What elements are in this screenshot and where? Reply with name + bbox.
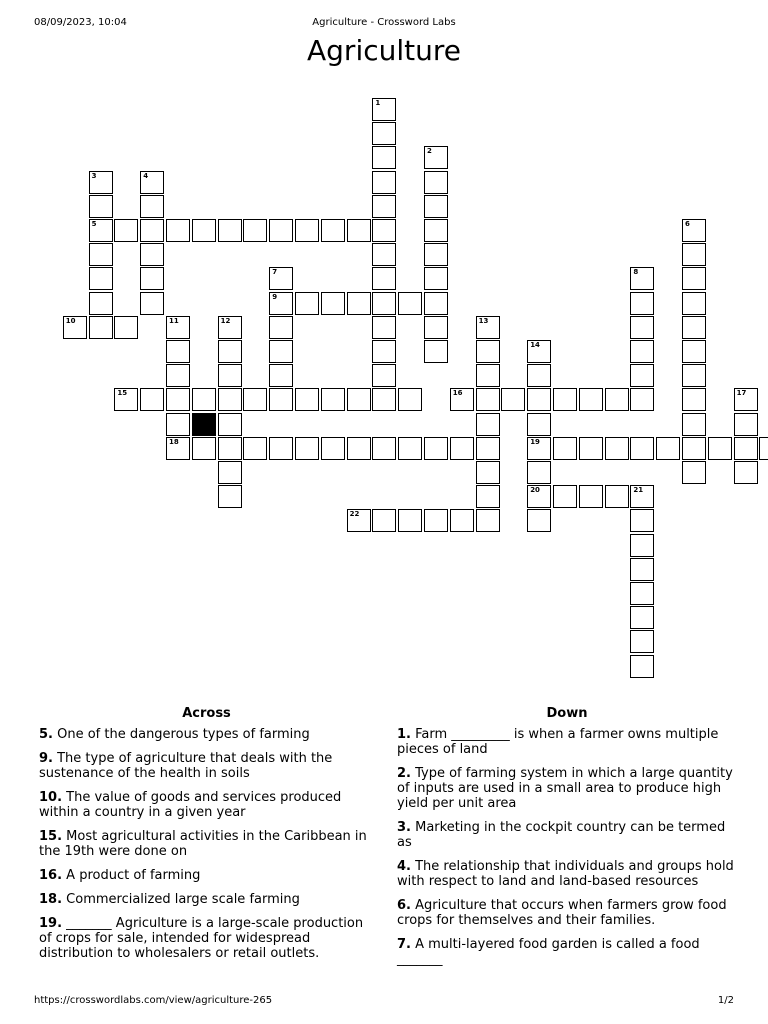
clue-item-number: 1. [397, 727, 411, 742]
grid-cell[interactable] [166, 219, 190, 242]
grid-cell[interactable] [708, 437, 732, 460]
down-heading: Down [546, 706, 588, 721]
grid-cell[interactable] [218, 437, 242, 460]
clue-item-text: The value of goods and services produced within a country in a given year [39, 790, 342, 820]
grid-cell[interactable] [372, 340, 396, 363]
grid-cell[interactable] [243, 437, 267, 460]
clue-item [397, 766, 737, 811]
grid-cell[interactable] [579, 437, 603, 460]
grid-cell[interactable] [295, 388, 319, 411]
grid-cell[interactable] [372, 316, 396, 339]
grid-cell[interactable] [398, 509, 422, 532]
grid-cell[interactable] [476, 509, 500, 532]
grid-cell[interactable] [476, 316, 500, 339]
grid-cell[interactable] [372, 267, 396, 290]
clue-item-text: The type of agriculture that deals with the sustenance of the health in soils [39, 751, 333, 781]
grid-cell[interactable] [218, 461, 242, 484]
clue-item-number: 2. [397, 766, 411, 781]
across-clues [39, 706, 374, 970]
grid-cell[interactable] [166, 388, 190, 411]
clue-item [39, 916, 374, 961]
grid-cell[interactable] [218, 340, 242, 363]
grid-cell[interactable] [89, 292, 113, 315]
grid-cell[interactable] [424, 292, 448, 315]
clue-item-number: 16. [39, 868, 63, 883]
grid-cell[interactable] [682, 413, 706, 436]
grid-cell[interactable] [398, 437, 422, 460]
grid-cell[interactable] [682, 461, 706, 484]
page-title: Agriculture [307, 34, 461, 67]
grid-cell[interactable] [166, 437, 190, 460]
grid-cell[interactable] [89, 267, 113, 290]
clue-number: 7 [272, 268, 278, 277]
clue-item [397, 937, 737, 967]
grid-cell[interactable] [682, 340, 706, 363]
grid-cell[interactable] [527, 485, 551, 508]
grid-cell[interactable] [140, 195, 164, 218]
grid-cell[interactable] [605, 437, 629, 460]
grid-cell[interactable] [269, 388, 293, 411]
grid-cell[interactable] [734, 437, 758, 460]
grid-cell[interactable] [682, 316, 706, 339]
grid-cell[interactable] [192, 219, 216, 242]
print-url: https://crosswordlabs.com/view/agriculture-265 [34, 995, 273, 1006]
grid-cell[interactable] [218, 364, 242, 387]
clue-number: 5 [91, 220, 97, 228]
grid-cell[interactable] [424, 146, 448, 169]
clue-item-text: The relationship that individuals and groups hold with respect to land and land-based resources [397, 859, 734, 889]
grid-cell[interactable] [630, 388, 654, 411]
clue-number: 9 [272, 292, 278, 301]
grid-cell[interactable] [424, 171, 448, 194]
clue-number: 18 [169, 437, 179, 446]
grid-cell[interactable] [450, 388, 474, 411]
grid-cell[interactable] [527, 461, 551, 484]
clue-item-number: 15. [39, 829, 63, 844]
clue-number: 15 [117, 389, 128, 398]
grid-cell[interactable] [682, 364, 706, 387]
print-page-number: 1/2 [717, 995, 734, 1006]
grid-cell[interactable] [553, 437, 577, 460]
grid-cell[interactable] [476, 388, 500, 411]
grid-cell[interactable] [347, 219, 371, 242]
grid-cell[interactable] [476, 413, 500, 436]
clue-number: 6 [685, 220, 690, 228]
clue-item-text: Marketing in the cockpit country can be termed as [397, 820, 726, 850]
grid-cell[interactable] [527, 437, 551, 460]
clue-item-text: _______ Agriculture is a large-scale production of crops for sale, intended for widespread distribution to wholesalers or retail outlets. [39, 916, 364, 961]
clue-number: 11 [169, 316, 179, 325]
clue-number: 17 [736, 389, 747, 398]
grid-cell[interactable] [605, 388, 629, 411]
grid-cell[interactable] [501, 388, 525, 411]
grid-cell[interactable] [218, 413, 242, 436]
across-clue-list [39, 727, 374, 961]
grid-cell[interactable] [243, 388, 267, 411]
grid-cell[interactable] [372, 171, 396, 194]
grid-cell[interactable] [89, 171, 113, 194]
grid-cell[interactable] [218, 485, 242, 508]
grid-cell[interactable] [140, 219, 164, 242]
grid-cell[interactable] [372, 388, 396, 411]
grid-cell[interactable] [476, 364, 500, 387]
clue-item-text: Agriculture that occurs when farmers grow food crops for themselves and their families. [397, 898, 727, 928]
grid-cell[interactable] [140, 267, 164, 290]
clue-item-number: 19. [39, 916, 63, 931]
grid-cell[interactable] [269, 340, 293, 363]
down-clues [397, 706, 737, 976]
grid-cell[interactable] [630, 292, 654, 315]
grid-cell[interactable] [114, 316, 138, 339]
grid-cell[interactable] [321, 292, 345, 315]
grid-cell[interactable] [269, 316, 293, 339]
grid-cell[interactable] [372, 437, 396, 460]
grid-cell[interactable] [166, 413, 190, 436]
clue-number: 21 [633, 486, 644, 495]
clue-item [397, 727, 737, 757]
grid-cell[interactable] [527, 509, 551, 532]
clue-number: 1 [375, 99, 381, 107]
grid-cell[interactable] [630, 267, 654, 290]
grid-cell[interactable] [372, 98, 396, 121]
clue-item [397, 898, 737, 928]
grid-cell[interactable] [476, 485, 500, 508]
grid-cell[interactable] [63, 316, 87, 339]
grid-cell[interactable] [372, 219, 396, 242]
clue-item-text: Commercialized large scale farming [62, 892, 300, 907]
print-datetime: 08/09/2023, 10:04 [34, 17, 127, 28]
grid-cell[interactable] [243, 219, 267, 242]
grid-cell[interactable] [759, 437, 768, 460]
clue-item [39, 868, 374, 883]
grid-cell[interactable] [630, 582, 654, 605]
grid-cell[interactable] [630, 509, 654, 532]
grid-cell[interactable] [347, 509, 371, 532]
grid-cell[interactable] [630, 364, 654, 387]
grid-cell[interactable] [553, 485, 577, 508]
grid-cell[interactable] [630, 340, 654, 363]
grid-cell[interactable] [450, 437, 474, 460]
grid-cell[interactable] [630, 316, 654, 339]
grid-cell[interactable] [682, 267, 706, 290]
grid-cell[interactable] [476, 437, 500, 460]
clue-item-number: 7. [397, 937, 411, 952]
grid-cell[interactable] [372, 364, 396, 387]
grid-cell[interactable] [553, 388, 577, 411]
clue-item [39, 829, 374, 859]
grid-cell[interactable] [295, 219, 319, 242]
clue-item-number: 4. [397, 859, 411, 874]
grid-cell[interactable] [734, 461, 758, 484]
grid-cell[interactable] [114, 219, 138, 242]
grid-cell[interactable] [140, 171, 164, 194]
grid-cell[interactable] [372, 509, 396, 532]
grid-cell[interactable] [218, 219, 242, 242]
clue-number: 14 [530, 341, 540, 349]
clue-item [397, 859, 737, 889]
clue-item-number: 5. [39, 727, 53, 742]
clue-number: 3 [91, 171, 97, 180]
clue-item-text: Most agricultural activities in the Caribbean in the 19th were done on [39, 829, 367, 859]
grid-cell[interactable] [269, 267, 293, 290]
grid-cell[interactable] [682, 243, 706, 266]
grid-cell[interactable] [630, 655, 654, 678]
clue-number: 22 [349, 510, 360, 519]
grid-cell[interactable] [734, 413, 758, 436]
grid-cell[interactable] [218, 388, 242, 411]
grid-cell[interactable] [605, 485, 629, 508]
clue-item-number: 3. [397, 820, 411, 835]
grid-cell[interactable] [630, 558, 654, 581]
grid-cell[interactable] [372, 292, 396, 315]
across-heading: Across [182, 706, 231, 721]
grid-cell[interactable] [579, 485, 603, 508]
clue-number: 8 [633, 268, 639, 277]
grid-cell[interactable] [347, 437, 371, 460]
grid-cell[interactable] [166, 340, 190, 363]
grid-cell[interactable] [682, 388, 706, 411]
grid-cell[interactable] [269, 219, 293, 242]
grid-block [192, 413, 216, 436]
grid-cell[interactable] [424, 243, 448, 266]
clue-item-number: 10. [39, 790, 63, 805]
grid-cell[interactable] [218, 316, 242, 339]
clue-item-number: 9. [39, 751, 53, 766]
grid-cell[interactable] [372, 146, 396, 169]
grid-cell[interactable] [372, 243, 396, 266]
clue-item-text: Type of farming system in which a large quantity of inputs are used in a small area to produce high yield per unit area [397, 766, 733, 811]
grid-cell[interactable] [140, 388, 164, 411]
grid-cell[interactable] [269, 364, 293, 387]
grid-cell[interactable] [630, 534, 654, 557]
clue-item [397, 820, 737, 850]
grid-cell[interactable] [295, 292, 319, 315]
grid-cell[interactable] [295, 437, 319, 460]
grid-cell[interactable] [579, 388, 603, 411]
clue-item [39, 751, 374, 781]
grid-cell[interactable] [192, 388, 216, 411]
grid-cell[interactable] [630, 485, 654, 508]
grid-cell[interactable] [527, 388, 551, 411]
grid-cell[interactable] [192, 437, 216, 460]
clue-item-number: 18. [39, 892, 63, 907]
grid-cell[interactable] [450, 509, 474, 532]
grid-cell[interactable] [424, 509, 448, 532]
grid-cell[interactable] [269, 292, 293, 315]
grid-cell[interactable] [398, 292, 422, 315]
clue-item-number: 6. [397, 898, 411, 913]
grid-cell[interactable] [424, 316, 448, 339]
clue-number: 13 [478, 316, 489, 325]
grid-cell[interactable] [476, 340, 500, 363]
grid-cell[interactable] [89, 219, 113, 242]
grid-cell[interactable] [372, 195, 396, 218]
grid-cell[interactable] [630, 606, 654, 629]
clue-number: 10 [65, 316, 76, 325]
clue-item-text: A multi-layered food garden is called a food _______ [397, 937, 700, 967]
grid-cell[interactable] [682, 292, 706, 315]
grid-cell[interactable] [166, 364, 190, 387]
grid-cell[interactable] [630, 630, 654, 653]
grid-cell[interactable] [476, 461, 500, 484]
grid-cell[interactable] [166, 316, 190, 339]
grid-cell[interactable] [372, 122, 396, 145]
grid-cell[interactable] [321, 437, 345, 460]
grid-cell[interactable] [140, 243, 164, 266]
grid-cell[interactable] [424, 437, 448, 460]
grid-cell[interactable] [89, 316, 113, 339]
grid-cell[interactable] [682, 437, 706, 460]
grid-cell[interactable] [424, 219, 448, 242]
grid-cell[interactable] [114, 388, 138, 411]
grid-cell[interactable] [347, 388, 371, 411]
grid-cell[interactable] [527, 340, 551, 363]
clue-item [39, 790, 374, 820]
clue-number: 12 [220, 316, 231, 325]
grid-cell[interactable] [347, 292, 371, 315]
down-clue-list [397, 727, 737, 967]
grid-cell[interactable] [321, 388, 345, 411]
clue-item [39, 727, 374, 742]
grid-cell[interactable] [89, 243, 113, 266]
clue-item [39, 892, 374, 907]
clue-item-text: A product of farming [62, 868, 201, 883]
grid-cell[interactable] [656, 437, 680, 460]
clue-number: 20 [530, 486, 540, 495]
clue-number: 2 [427, 147, 432, 156]
grid-cell[interactable] [321, 219, 345, 242]
clue-number: 19 [530, 437, 540, 446]
grid-cell[interactable] [269, 437, 293, 460]
grid-cell[interactable] [527, 413, 551, 436]
clue-item-text: Farm _________ is when a farmer owns multiple pieces of land [397, 727, 719, 757]
grid-cell[interactable] [398, 388, 422, 411]
grid-cell[interactable] [630, 437, 654, 460]
clue-number: 16 [452, 389, 463, 398]
clue-item-text: One of the dangerous types of farming [52, 727, 310, 742]
grid-cell[interactable] [734, 388, 758, 411]
grid-cell[interactable] [424, 267, 448, 290]
grid-cell[interactable] [424, 195, 448, 218]
clue-number: 4 [143, 171, 149, 180]
grid-cell[interactable] [424, 340, 448, 363]
grid-cell[interactable] [527, 364, 551, 387]
grid-cell[interactable] [140, 292, 164, 315]
grid-cell[interactable] [89, 195, 113, 218]
print-page-title: Agriculture - Crossword Labs [312, 17, 456, 28]
grid-cell[interactable] [682, 219, 706, 242]
